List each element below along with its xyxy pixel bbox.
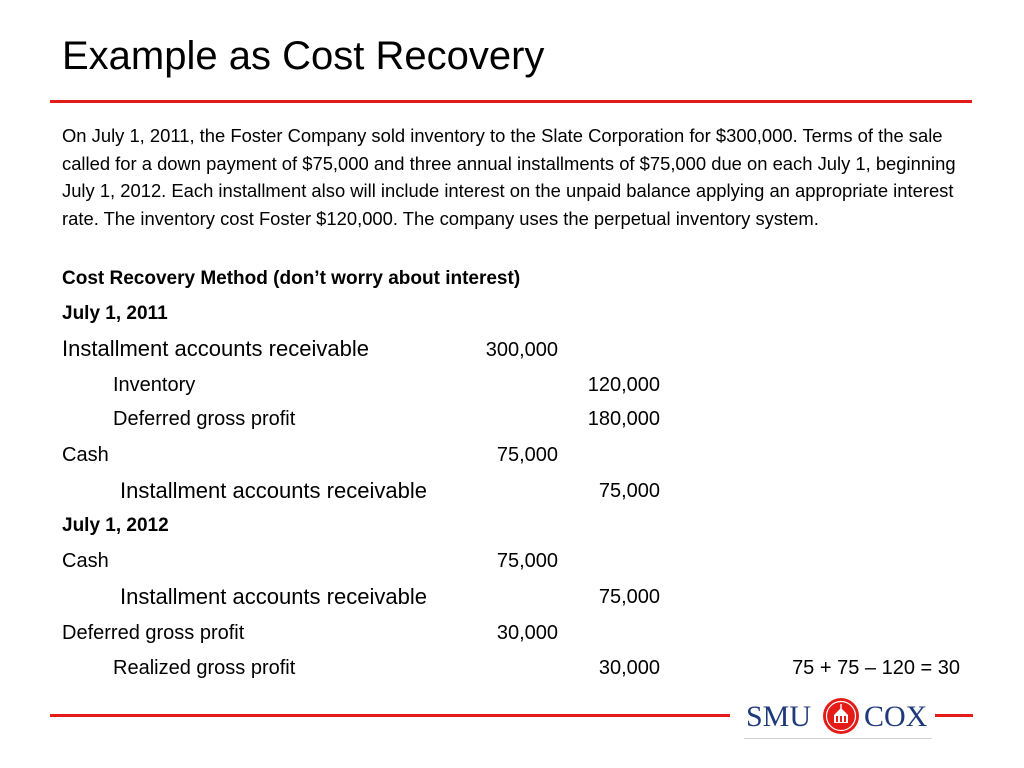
entry-2011-3-account: Deferred gross profit [113, 408, 296, 430]
entry-2012-4-credit: 30,000 [598, 657, 660, 679]
entry-2012-4-account: Realized gross profit [113, 657, 296, 679]
method-heading: Cost Recovery Method (don’t worry about interest) [62, 268, 521, 289]
smu-cox-logo [744, 694, 932, 739]
problem-statement: On July 1, 2011, the Foster Company sold inventory to the Slate Corporation for $300,000. Terms of the sale called for a down payment of $75,000 and three annual installments of $75,000 due on each July 1, beginning July 1, 2012. Each installment also will include interest on the unpaid balance applying an appropriate interest rate. The inventory cost Foster $120,000. The company uses the perpetual inventory system. [62, 125, 956, 229]
entry-2011-5-credit: 75,000 [598, 480, 660, 502]
realized-profit-calculation: 75 + 75 – 120 = 30 [792, 657, 960, 679]
slide-title: Example as Cost Recovery [62, 34, 545, 78]
entry-2011-1-account: Installment accounts receivable [62, 336, 369, 361]
footer-divider-right [935, 714, 973, 717]
entry-2012-2-account: Installment accounts receivable [120, 584, 427, 609]
entry-2011-2-credit: 120,000 [587, 374, 660, 396]
smu-seal-icon [822, 697, 860, 735]
entry-2011-4-account: Cash [62, 444, 109, 466]
entry-2012-3-account: Deferred gross profit [62, 622, 245, 644]
logo-cox-text: COX [864, 700, 928, 733]
title-divider [50, 100, 972, 103]
date-heading-2011: July 1, 2011 [62, 303, 168, 324]
entry-2012-1-account: Cash [62, 550, 109, 572]
entry-2012-1-debit: 75,000 [496, 550, 558, 572]
footer-divider-left [50, 714, 730, 717]
entry-2011-3-credit: 180,000 [587, 408, 660, 430]
date-heading-2012: July 1, 2012 [62, 515, 169, 536]
logo-smu-text: SMU [746, 700, 812, 733]
entry-2011-2-account: Inventory [113, 374, 196, 396]
entry-2012-2-credit: 75,000 [598, 586, 660, 608]
entry-2011-4-debit: 75,000 [496, 444, 558, 466]
entry-2011-5-account: Installment accounts receivable [120, 478, 427, 503]
entry-2012-3-debit: 30,000 [496, 622, 558, 644]
entry-2011-1-debit: 300,000 [485, 339, 558, 361]
